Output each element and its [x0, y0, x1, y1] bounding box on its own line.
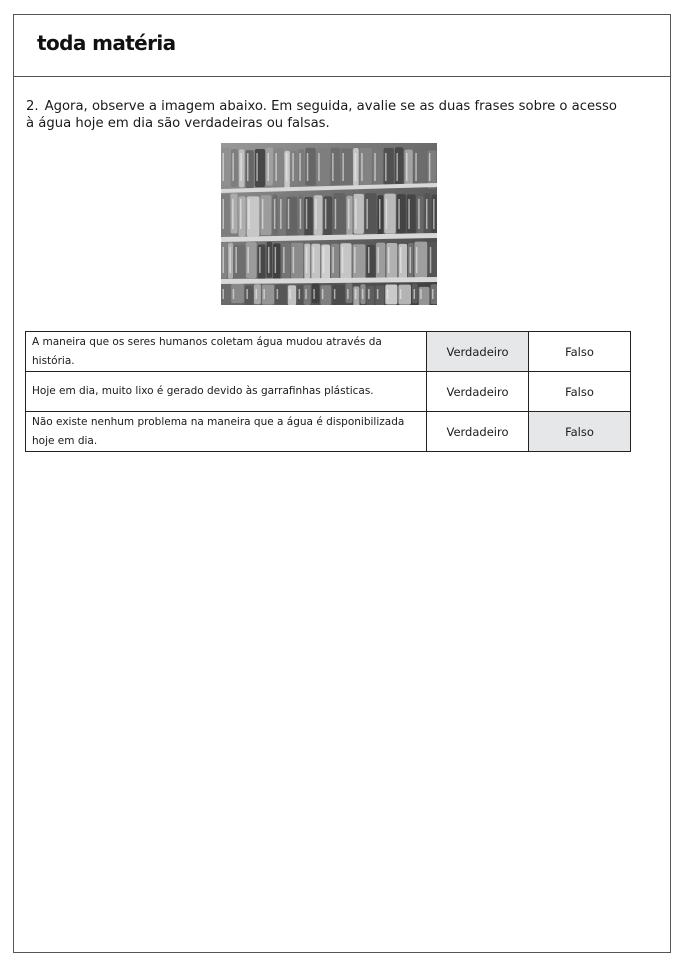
bottle-highlight: [386, 199, 388, 229]
bottle-highlight: [313, 289, 315, 299]
bottle-highlight: [306, 199, 308, 229]
table-row: [26, 412, 631, 452]
bottle-highlight: [275, 247, 277, 273]
falso-option[interactable]: Falso: [529, 332, 631, 372]
bottle-highlight: [318, 153, 320, 181]
true-false-table: [25, 331, 631, 452]
bottle-highlight: [280, 199, 282, 229]
bottle-shape: [314, 195, 323, 235]
bottle-highlight: [388, 247, 390, 273]
bottle-highlight: [256, 289, 258, 299]
bottle-highlight: [430, 247, 432, 273]
bottle-shape: [304, 197, 313, 237]
bottle-highlight: [348, 199, 350, 229]
bottle-highlight: [274, 199, 276, 229]
toda-materia-logo: toda matéria: [37, 31, 176, 55]
question-prompt: Agora, observe a imagem abaixo. Em seguida, avalie se as duas frases sobre o acesso à água hoje em dia são verdadeiras ou falsas.: [26, 99, 617, 131]
bottle-highlight: [433, 199, 435, 229]
bottle-highlight: [275, 153, 277, 181]
bottle-highlight: [432, 289, 434, 299]
bottle-shape: [407, 194, 416, 234]
bottle-shape: [405, 150, 413, 188]
bottle-shape: [221, 148, 230, 186]
bottle-highlight: [223, 247, 225, 273]
bottle-highlight: [223, 289, 225, 299]
bottle-shape: [346, 196, 352, 236]
bottle-highlight: [400, 247, 402, 273]
bottle-highlight: [378, 247, 380, 273]
statement-cell: A maneira que os seres humanos coletam água mudou através da história.: [26, 332, 427, 372]
bottle-shape: [323, 196, 332, 236]
bottle-highlight: [368, 289, 370, 299]
bottle-highlight: [332, 247, 334, 273]
bottle-highlight: [366, 199, 368, 229]
bottle-shape: [266, 148, 273, 186]
bottle-highlight: [323, 247, 325, 273]
bottle-highlight: [299, 153, 301, 181]
bottled-water-shelves-photo: [221, 143, 437, 305]
bottle-highlight: [292, 153, 294, 181]
bottle-highlight: [420, 289, 422, 299]
falso-option[interactable]: Falso: [529, 412, 631, 452]
bottle-shape: [231, 149, 238, 187]
bottle-shape: [367, 245, 376, 281]
bottle-shape: [427, 150, 436, 188]
bottle-highlight: [418, 199, 420, 229]
bottle-highlight: [429, 153, 431, 181]
bottle-highlight: [377, 289, 379, 299]
bottle-shape: [282, 243, 291, 279]
bottle-shape: [331, 148, 340, 186]
table-row: [26, 372, 631, 412]
verdadeiro-option[interactable]: Verdadeiro: [427, 412, 529, 452]
falso-option[interactable]: Falso: [529, 372, 631, 412]
bottle-highlight: [256, 153, 258, 181]
bottle-shape: [298, 149, 305, 187]
bottle-highlight: [414, 289, 416, 299]
bottle-shape: [239, 196, 246, 236]
bottle-highlight: [416, 247, 418, 273]
bottle-highlight: [398, 199, 400, 229]
bottle-shape: [395, 147, 404, 185]
bottle-highlight: [396, 153, 398, 181]
bottle-highlight: [240, 153, 242, 181]
bottle-shape: [321, 245, 330, 281]
bottle-highlight: [289, 289, 291, 299]
bottle-highlight: [306, 247, 308, 273]
bottle-highlight: [410, 247, 412, 273]
bottle-highlight: [415, 153, 417, 181]
bottle-highlight: [233, 289, 235, 299]
bottle-highlight: [335, 199, 337, 229]
bottle-highlight: [246, 289, 248, 299]
bottle-highlight: [300, 199, 302, 229]
bottle-highlight: [247, 153, 249, 181]
bottle-highlight: [247, 247, 249, 273]
bottle-shape: [397, 194, 406, 234]
page-header: [14, 15, 670, 77]
question-number: 2.: [26, 99, 39, 114]
question-text: [26, 98, 626, 132]
bottle-highlight: [305, 289, 307, 299]
bottle-shape: [245, 286, 253, 305]
bottle-highlight: [262, 199, 264, 229]
bottle-highlight: [334, 289, 336, 299]
bottle-shape: [376, 243, 385, 279]
bottle-highlight: [322, 289, 324, 299]
bottle-shape: [428, 242, 437, 278]
bottle-shape: [425, 193, 431, 233]
bottle-highlight: [408, 199, 410, 229]
bottle-shape: [375, 286, 384, 306]
bottle-highlight: [400, 289, 402, 299]
bottle-highlight: [293, 247, 295, 273]
bottle-shape: [274, 148, 284, 186]
bottle-highlight: [268, 153, 270, 181]
bottle-highlight: [248, 199, 250, 229]
statement-cell: Não existe nenhum problema na maneira que a água é disponibilizada hoje em dia.: [26, 412, 427, 452]
bottle-highlight: [355, 289, 357, 299]
bottle-highlight: [355, 199, 357, 229]
bottle-highlight: [406, 153, 408, 181]
bottle-shape: [246, 150, 254, 188]
bottle-highlight: [354, 247, 356, 273]
bottle-shape: [258, 245, 266, 281]
bottle-highlight: [379, 199, 381, 229]
table-row: [26, 332, 631, 372]
bottle-shape: [331, 244, 339, 280]
bottle-highlight: [263, 289, 265, 299]
bottle-highlight: [342, 153, 344, 181]
bottle-highlight: [235, 247, 237, 273]
bottle-shape: [431, 284, 438, 304]
bottle-highlight: [223, 199, 225, 229]
bottle-highlight: [232, 199, 234, 229]
bottle-highlight: [355, 153, 357, 181]
bottle-highlight: [288, 199, 290, 229]
bottle-shape: [312, 283, 320, 303]
bottle-shape: [373, 150, 383, 188]
bottle-highlight: [286, 153, 288, 181]
bottle-highlight: [268, 247, 270, 273]
bottle-highlight: [259, 247, 261, 273]
bottle-highlight: [342, 247, 344, 273]
bottle-shape: [311, 244, 320, 280]
bottle-shape: [279, 196, 286, 236]
bottle-highlight: [374, 153, 376, 181]
bottle-highlight: [232, 153, 234, 181]
bottle-highlight: [332, 153, 334, 181]
bottle-highlight: [347, 289, 349, 299]
bottle-highlight: [240, 199, 242, 229]
bottle-highlight: [387, 289, 389, 299]
bottle-shape: [254, 284, 261, 304]
bottle-highlight: [325, 199, 327, 229]
bottle-shape: [221, 194, 230, 234]
bottle-highlight: [299, 289, 301, 299]
bottle-highlight: [307, 153, 309, 181]
bottle-shape: [221, 283, 230, 303]
bottle-highlight: [362, 289, 364, 299]
bottle-shape: [346, 283, 353, 303]
bottle-shape: [417, 196, 424, 236]
bottle-highlight: [368, 247, 370, 273]
bottle-highlight: [313, 247, 315, 273]
statement-cell: Hoje em dia, muito lixo é gerado devido às garrafinhas plásticas.: [26, 372, 427, 412]
bottle-shape: [288, 285, 296, 305]
bottle-highlight: [426, 199, 428, 229]
bottle-highlight: [283, 247, 285, 273]
bottle-highlight: [361, 153, 363, 181]
bottle-shape: [273, 243, 280, 279]
bottle-highlight: [229, 247, 231, 273]
bottle-shape: [304, 285, 311, 305]
bottle-shape: [231, 194, 238, 234]
bottle-highlight: [315, 199, 317, 229]
bottle-shape: [399, 244, 408, 280]
bottle-highlight: [223, 153, 225, 181]
bottle-highlight: [385, 153, 387, 181]
bottle-highlight: [277, 289, 279, 299]
verdadeiro-option[interactable]: Verdadeiro: [427, 372, 529, 412]
bottle-shape: [367, 286, 375, 305]
verdadeiro-option[interactable]: Verdadeiro: [427, 332, 529, 372]
